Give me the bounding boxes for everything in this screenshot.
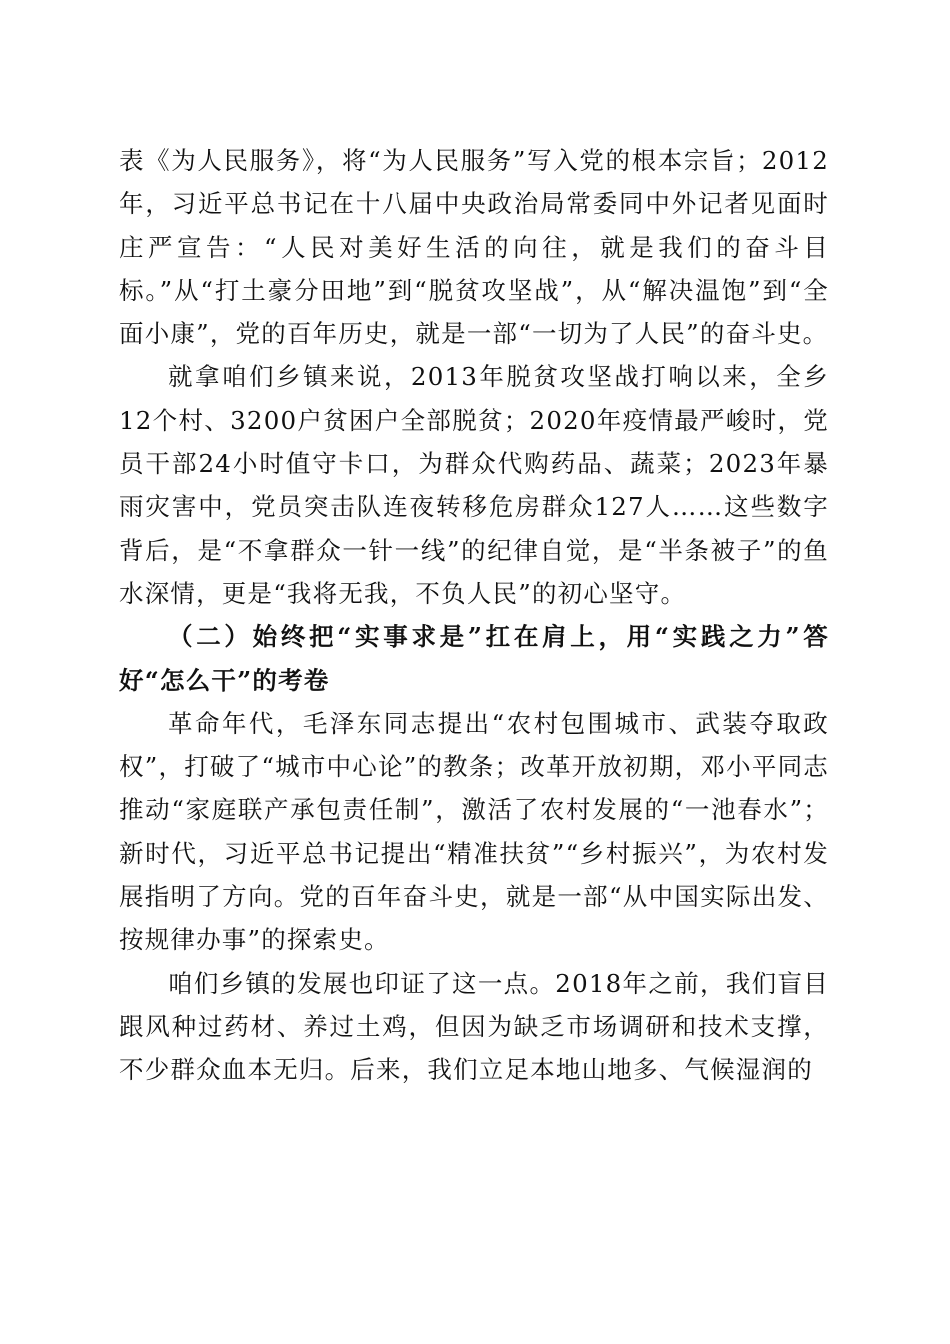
- paragraph-poverty-alleviation: 就拿咱们乡镇来说，2013年脱贫攻坚战打响以来，全乡12个村、3200户贫困户全部脱贫；2020年疫情最严峻时，党员干部24小时值守卡口，为群众代购药品、蔬菜；2023年暴雨灾害中，党员突击队连夜转移危房群众127人……这些数字背后，是“不拿群众一针一线”的纪律自觉，是“半条被子”的鱼水深情，更是“我将无我，不负人民”的初心坚守。: [119, 362, 829, 608]
- paragraph-continuation: 表《为人民服务》，将“为人民服务”写入党的根本宗旨；2012年，习近平总书记在十八届中央政治局常委同中外记者见面时庄严宣告：“人民对美好生活的向往，就是我们的奋斗目标。”从“打土豪分田地”到“脱贫攻坚战”，从“解决温饱”到“全面小康”，党的百年历史，就是一部“一切为了人民”的奋斗史。: [119, 146, 829, 349]
- section-heading: （二）始终把“实事求是”扛在肩上，用“实践之力”答好“怎么干”的考卷: [119, 622, 829, 695]
- paragraph-township-development: 咱们乡镇的发展也印证了这一点。2018年之前，我们盲目跟风种过药材、养过土鸡，但因为缺乏市场调研和技术支撑，不少群众血本无归。后来，我们立足本地山地多、气候湿润的: [119, 968, 829, 1085]
- document-body: [119, 139, 829, 1092]
- paragraph-history: 革命年代，毛泽东同志提出“农村包围城市、武装夺取政权”，打破了“城市中心论”的教条；改革开放初期，邓小平同志推动“家庭联产承包责任制”，激活了农村发展的“一池春水”；新时代，习近平总书记提出“精准扶贫”“乡村振兴”，为农村发展指明了方向。党的百年奋斗史，就是一部“从中国实际出发、按规律办事”的探索史。: [119, 708, 829, 955]
